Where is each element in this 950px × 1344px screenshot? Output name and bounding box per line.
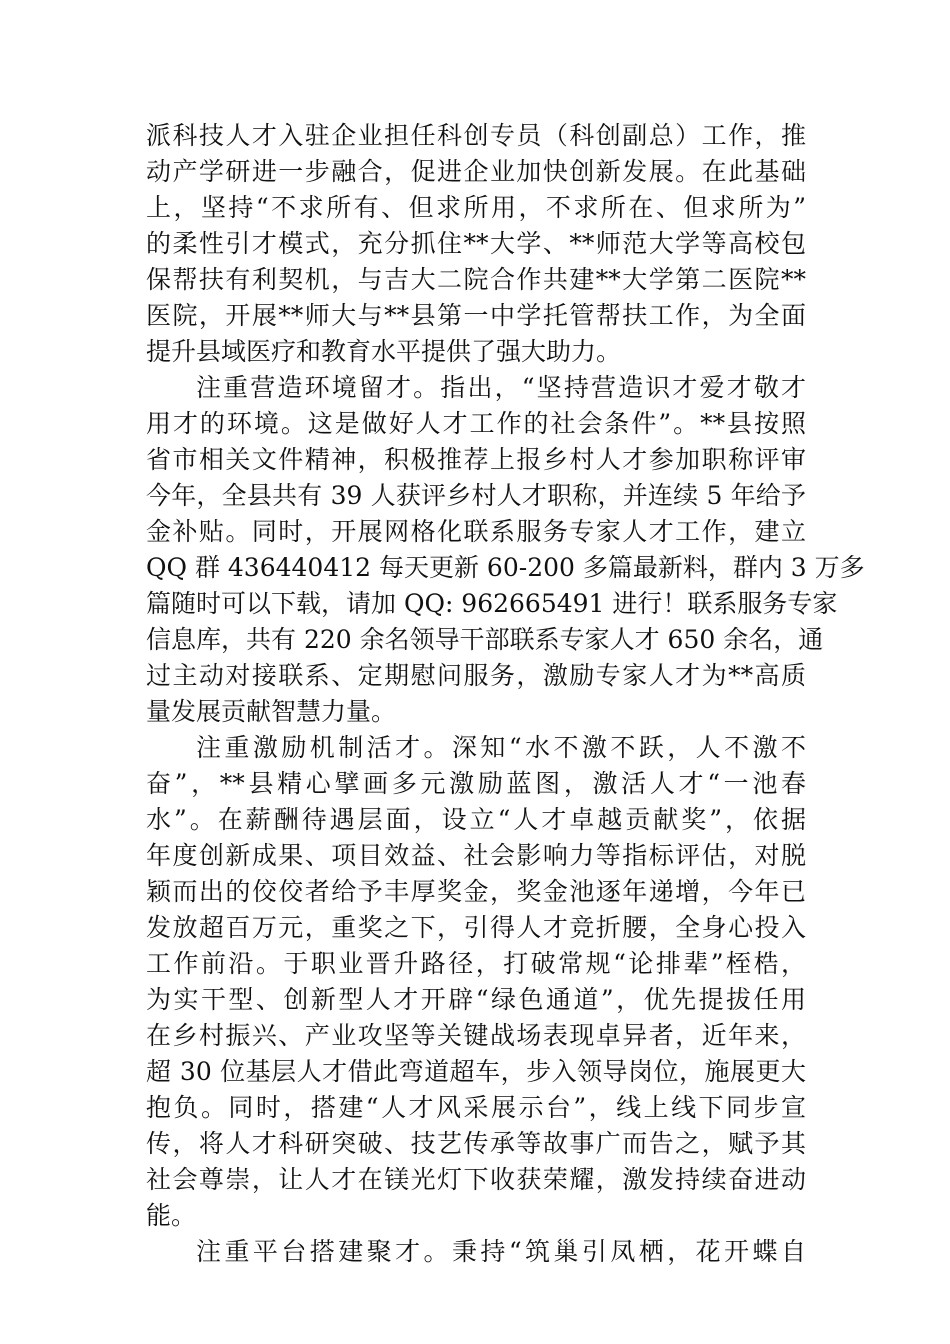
text-line: 社会尊崇，让人才在镁光灯下收获荣耀，激发持续奋进动 bbox=[146, 1165, 806, 1194]
text-line: 上，坚持“不求所有、但求所用，不求所在、但求所为” bbox=[146, 193, 806, 222]
text-line: 年度创新成果、项目效益、社会影响力等指标评估，对脱 bbox=[146, 841, 806, 870]
text-line: 动产学研进一步融合，促进企业加快创新发展。在此基础 bbox=[146, 157, 806, 186]
text-line: 过主动对接联系、定期慰问服务，激励专家人才为**高质 bbox=[146, 661, 806, 690]
text-line: 医院，开展**师大与**县第一中学托管帮扶工作，为全面 bbox=[146, 301, 806, 330]
text-line: 用才的环境。这是做好人才工作的社会条件”。**县按照 bbox=[146, 409, 806, 438]
text-line: 派科技人才入驻企业担任科创专员（科创副总）工作，推 bbox=[146, 121, 806, 150]
text-line: 能。 bbox=[146, 1201, 197, 1230]
text-line: 抱负。同时，搭建“人才风采展示台”，线上线下同步宣 bbox=[146, 1093, 806, 1122]
text-line: 信息库，共有 220 余名领导干部联系专家人才 650 余名，通 bbox=[146, 625, 824, 654]
text-line: 的柔性引才模式，充分抓住**大学、**师范大学等高校包 bbox=[146, 229, 806, 258]
text-line: 奋”，**县精心擘画多元激励蓝图，激活人才“一池春 bbox=[146, 769, 806, 798]
text-line: 颖而出的佼佼者给予丰厚奖金，奖金池逐年递增，今年已 bbox=[146, 877, 806, 906]
text-line: 省市相关文件精神，积极推荐上报乡村人才参加职称评审 bbox=[146, 445, 806, 474]
text-line: 量发展贡献智慧力量。 bbox=[146, 697, 397, 726]
text-line: 工作前沿。于职业晋升路径，打破常规“论排辈”桎梏， bbox=[146, 949, 806, 978]
text-line: 在乡村振兴、产业攻坚等关键战场表现卓异者，近年来， bbox=[146, 1021, 806, 1050]
text-line: 发放超百万元，重奖之下，引得人才竞折腰，全身心投入 bbox=[146, 913, 806, 942]
text-line: 超 30 位基层人才借此弯道超车，步入领导岗位，施展更大 bbox=[146, 1057, 806, 1086]
paragraph-first-line: 注重营造环境留才。指出，“坚持营造识才爱才敬才 bbox=[196, 373, 806, 402]
body-text bbox=[146, 118, 865, 1270]
text-line: 篇随时可以下载，请加 QQ: 962665491 进行！联系服务专家 bbox=[146, 589, 838, 618]
text-line: 保帮扶有利契机，与吉大二院合作共建**大学第二医院** bbox=[146, 265, 806, 294]
text-line: 提升县域医疗和教育水平提供了强大助力。 bbox=[146, 337, 622, 366]
text-line: QQ 群 436440412 每天更新 60-200 多篇最新料，群内 3 万多 bbox=[146, 553, 865, 582]
paragraph-first-line: 注重激励机制活才。深知“水不激不跃，人不激不 bbox=[196, 733, 806, 762]
text-line: 金补贴。同时，开展网格化联系服务专家人才工作，建立 bbox=[146, 517, 806, 546]
text-line: 传，将人才科研突破、技艺传承等故事广而告之，赋予其 bbox=[146, 1129, 806, 1158]
paragraph-first-line: 注重平台搭建聚才。秉持“筑巢引凤栖，花开蝶自 bbox=[196, 1237, 806, 1266]
text-line: 为实干型、创新型人才开辟“绿色通道”，优先提拔任用 bbox=[146, 985, 806, 1014]
text-line: 水”。在薪酬待遇层面，设立“人才卓越贡献奖”，依据 bbox=[146, 805, 806, 834]
text-line: 今年，全县共有 39 人获评乡村人才职称，并连续 5 年给予 bbox=[146, 481, 806, 510]
